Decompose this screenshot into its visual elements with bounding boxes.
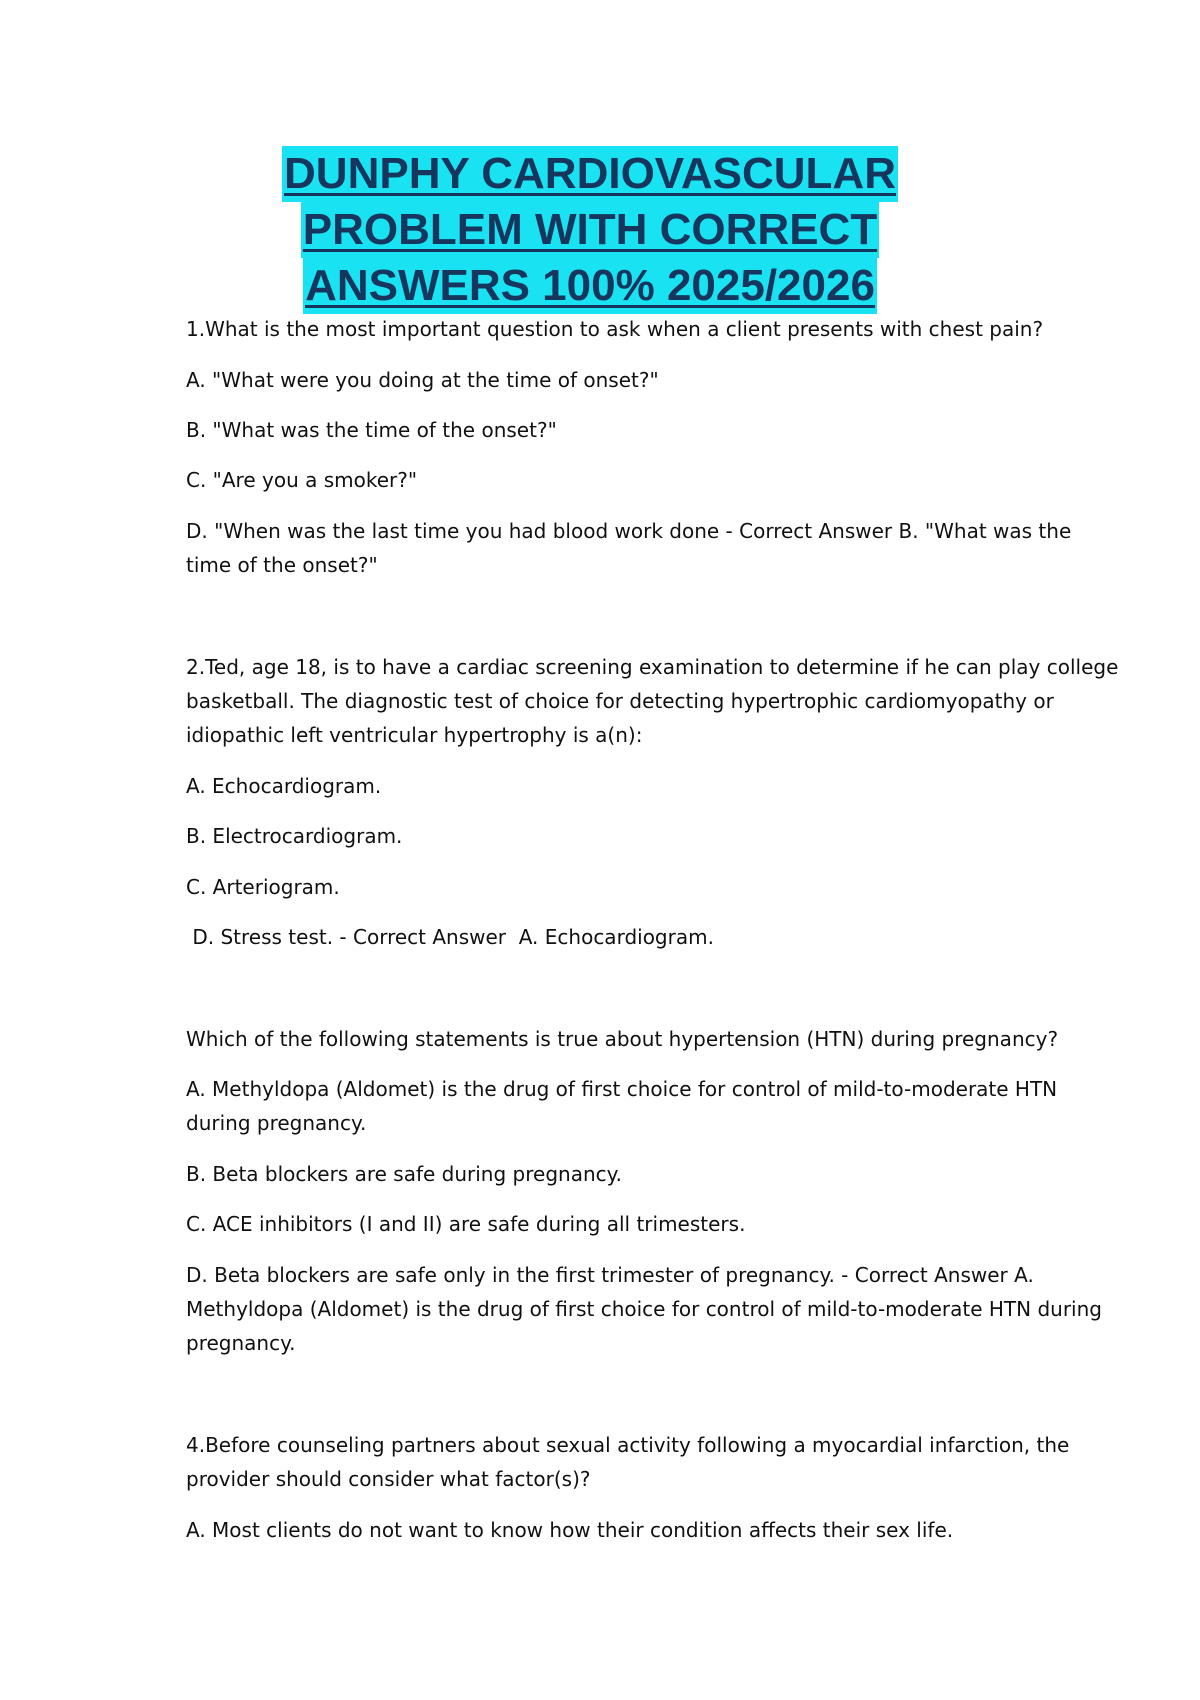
question-text: provider should consider what factor(s)? [186,1467,591,1491]
question-text: 2.Ted, age 18, is to have a cardiac screening examination to determine if he can play college [186,655,1119,679]
option-a-continued: during pregnancy. [186,1111,367,1135]
title-line: ANSWERS 100% 2025/2026 [303,258,877,314]
question-text: Which of the following statements is true about hypertension (HTN) during pregnancy? [186,1027,1059,1051]
option-a: A. Most clients do not want to know how their condition affects their sex life. [186,1518,954,1542]
option-d: D. Stress test. - Correct Answer A. Echocardiogram. [186,925,714,949]
option-a: A. "What were you doing at the time of onset?" [186,368,659,392]
question-text: 4.Before counseling partners about sexual activity following a myocardial infarction, the [186,1433,1070,1457]
question-text: idiopathic left ventricular hypertrophy is a(n): [186,723,643,747]
option-b: B. Beta blockers are safe during pregnancy. [186,1162,622,1186]
title-line: PROBLEM WITH CORRECT [301,202,879,258]
option-d: D. Beta blockers are safe only in the first trimester of pregnancy. - Correct Answer A. [186,1263,1034,1287]
option-a: A. Echocardiogram. [186,774,382,798]
option-d-continued: pregnancy. [186,1331,296,1355]
title-line: DUNPHY CARDIOVASCULAR [282,146,898,202]
option-d-continued: time of the onset?" [186,553,378,577]
question-text: 1.What is the most important question to ask when a client presents with chest pain? [186,317,1044,341]
option-c: C. "Are you a smoker?" [186,468,418,492]
option-b: B. "What was the time of the onset?" [186,418,557,442]
document-title [180,146,1000,314]
option-b: B. Electrocardiogram. [186,824,403,848]
option-d-continued: Methyldopa (Aldomet) is the drug of first choice for control of mild-to-moderate HTN during [186,1297,1102,1321]
option-d: D. "When was the last time you had blood work done - Correct Answer B. "What was the [186,519,1072,543]
option-a: A. Methyldopa (Aldomet) is the drug of first choice for control of mild-to-moderate HTN [186,1077,1058,1101]
option-c: C. Arteriogram. [186,875,340,899]
question-text: basketball. The diagnostic test of choice for detecting hypertrophic cardiomyopathy or [186,689,1054,713]
option-c: C. ACE inhibitors (I and II) are safe during all trimesters. [186,1212,746,1236]
